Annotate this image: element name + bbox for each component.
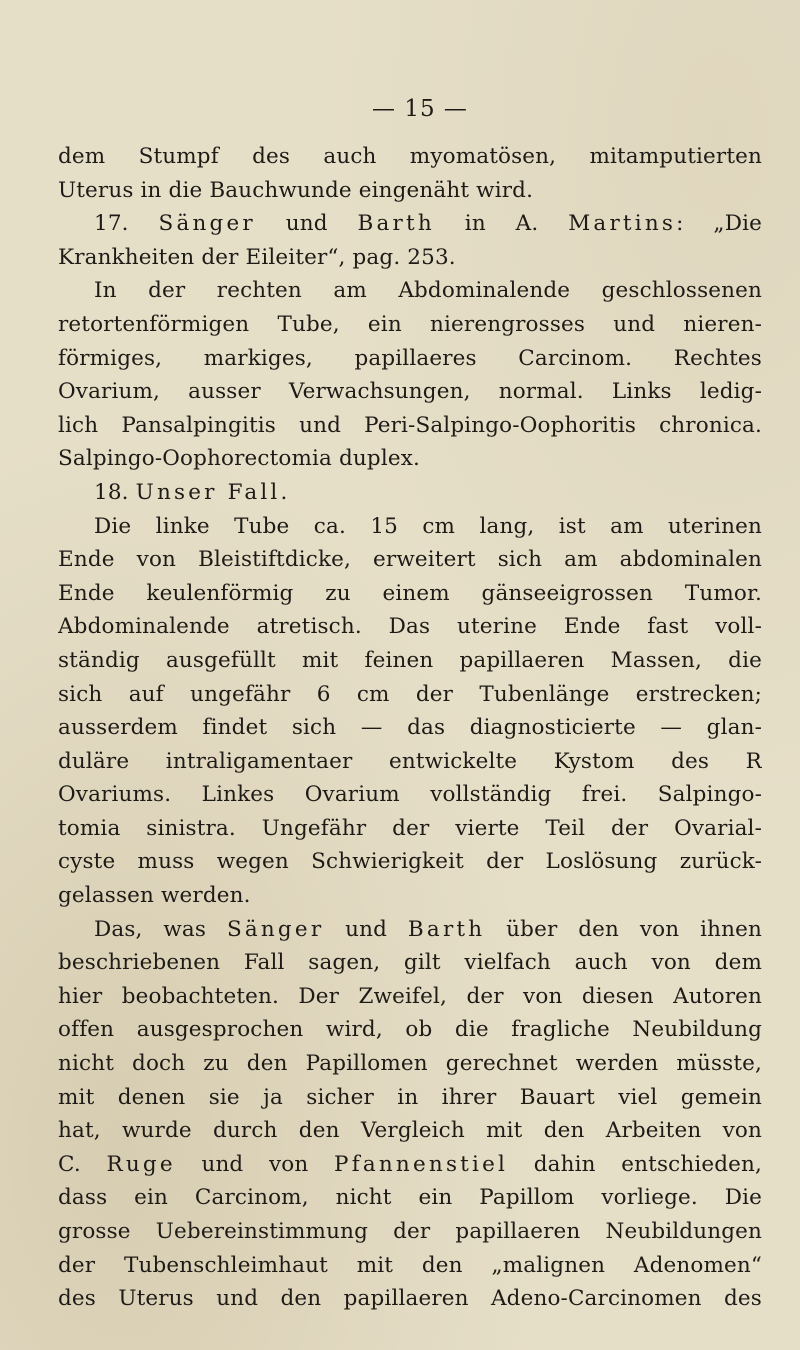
text-line (58, 879, 762, 913)
text-segment: Ende von Bleistiftdicke, erweitert sich am abdominalen (58, 547, 762, 573)
spaced-name: Pfannenstiel (334, 1151, 509, 1177)
spaced-name: Barth (407, 916, 486, 942)
text-segment: ausserdem findet sich — das diagnosticierte — glan- (58, 715, 762, 741)
text-segment: dem Stumpf des auch myomatösen, mitamputierten (58, 144, 762, 169)
text-segment: hier beobachteten. Der Zweifel, der von diesen Autoren (58, 983, 762, 1009)
text-line (58, 610, 762, 644)
text-segment: grosse Uebereinstimmung der papillaeren Neubildungen (58, 1219, 762, 1244)
text-segment: offen ausgesprochen wird, ob die fragliche Neubildung (58, 1017, 762, 1043)
spaced-name: Martins (568, 211, 677, 237)
text-segment: und (324, 916, 408, 942)
page-number-header: — 15 — (372, 96, 468, 122)
text-segment: Salpingo-Oophorectomia duplex. (58, 446, 420, 472)
text-line (58, 1047, 762, 1081)
text-segment: ständig ausgefüllt mit feinen papillaeren Massen, die (58, 647, 762, 673)
text-line (58, 778, 762, 812)
text-line (58, 913, 762, 947)
text-segment: nicht doch zu den Papillomen gerechnet werden müsste, (58, 1051, 762, 1077)
spaced-name: Ruge (106, 1151, 176, 1177)
text-line (58, 207, 762, 241)
text-segment: Ovariums. Linkes Ovarium vollständig frei. Salpingo- (58, 782, 762, 808)
text-segment: beschriebenen Fall sagen, gilt vielfach auch von dem (58, 950, 762, 976)
text-line (58, 745, 762, 779)
text-line (58, 342, 762, 376)
text-segment: Abdominalende atretisch. Das uterine Ende fast voll- (58, 614, 762, 640)
text-line (58, 1282, 762, 1316)
text-segment: Ovarium, ausser Verwachsungen, normal. Links ledig- (58, 379, 762, 405)
text-segment: gelassen werden. (58, 883, 251, 909)
text-segment: tomia sinistra. Ungefähr der vierte Teil der Ovarial- (58, 815, 762, 841)
text-line (58, 1114, 762, 1148)
text-segment: und (255, 211, 358, 237)
text-segment: über den von ihnen (485, 916, 762, 942)
text-line (58, 845, 762, 879)
text-segment: mit denen sie ja sicher in ihrer Bauart viel gemein (58, 1084, 762, 1110)
text-line (58, 174, 762, 208)
text-segment: dass ein Carcinom, nicht ein Papillom vorliege. Die (58, 1185, 762, 1211)
text-segment: förmiges, markiges, papillaeres Carcinom. Rechtes (58, 345, 762, 371)
text-line (58, 409, 762, 443)
text-segment: duläre intraligamentaer entwickelte Kystom des R (58, 748, 762, 774)
text-line (58, 946, 762, 980)
body-text (58, 140, 762, 1316)
text-segment: Das, was (94, 916, 227, 942)
text-segment: C. (58, 1151, 107, 1177)
text-line (58, 1215, 762, 1249)
text-segment: Uterus in die Bauchwunde eingenäht wird. (58, 177, 534, 203)
text-segment: Ende keulenförmig zu einem gänseeigrossen Tumor. (58, 580, 762, 606)
text-line (58, 644, 762, 678)
text-segment: 17. (94, 211, 159, 237)
text-segment: lich Pansalpingitis und Peri-Salpingo-Oophoritis chronica. (58, 412, 762, 438)
text-line (58, 1181, 762, 1215)
text-segment: 18. (94, 479, 136, 505)
text-line (58, 1249, 762, 1283)
spaced-name: Sänger (226, 916, 325, 942)
text-segment: Krankheiten der Eileiter“, pag. 253. (58, 244, 456, 270)
text-segment: In der rechten am Abdominalende geschlossenen (94, 278, 762, 304)
text-segment: hat, wurde durch den Vergleich mit den Arbeiten von (58, 1118, 762, 1144)
text-segment: retortenförmigen Tube, ein nierengrosses und nieren- (58, 311, 762, 337)
text-line (58, 1148, 762, 1182)
spaced-name: Barth (357, 211, 435, 237)
text-line (58, 812, 762, 846)
text-line (58, 510, 762, 544)
text-line (58, 543, 762, 577)
text-line (58, 1081, 762, 1115)
text-segment: und von (175, 1151, 335, 1177)
text-line (58, 375, 762, 409)
text-segment: in A. (434, 211, 569, 237)
text-line (58, 476, 762, 510)
text-segment: dahin entschieden, (508, 1151, 762, 1177)
text-segment: cyste muss wegen Schwierigkeit der Loslösung zurück- (58, 849, 762, 875)
text-line (58, 442, 762, 476)
spaced-name: Unser Fall (135, 479, 281, 505)
text-segment: : „Die (676, 211, 762, 237)
text-line (58, 274, 762, 308)
text-segment: des Uterus und den papillaeren Adeno-Carcinomen des (58, 1286, 762, 1312)
text-line (58, 711, 762, 745)
text-line (58, 577, 762, 611)
text-line (58, 980, 762, 1014)
text-line (58, 140, 762, 174)
spaced-name: Sänger (158, 211, 256, 237)
text-segment: sich auf ungefähr 6 cm der Tubenlänge erstrecken; (58, 681, 762, 707)
text-line (58, 678, 762, 712)
text-line (58, 308, 762, 342)
text-segment: Die linke Tube ca. 15 cm lang, ist am uterinen (94, 513, 762, 539)
text-segment: der Tubenschleimhaut mit den „malignen Adenomen“ (58, 1252, 762, 1278)
text-line (58, 241, 762, 275)
text-segment: . (280, 479, 288, 505)
text-line (58, 1013, 762, 1047)
